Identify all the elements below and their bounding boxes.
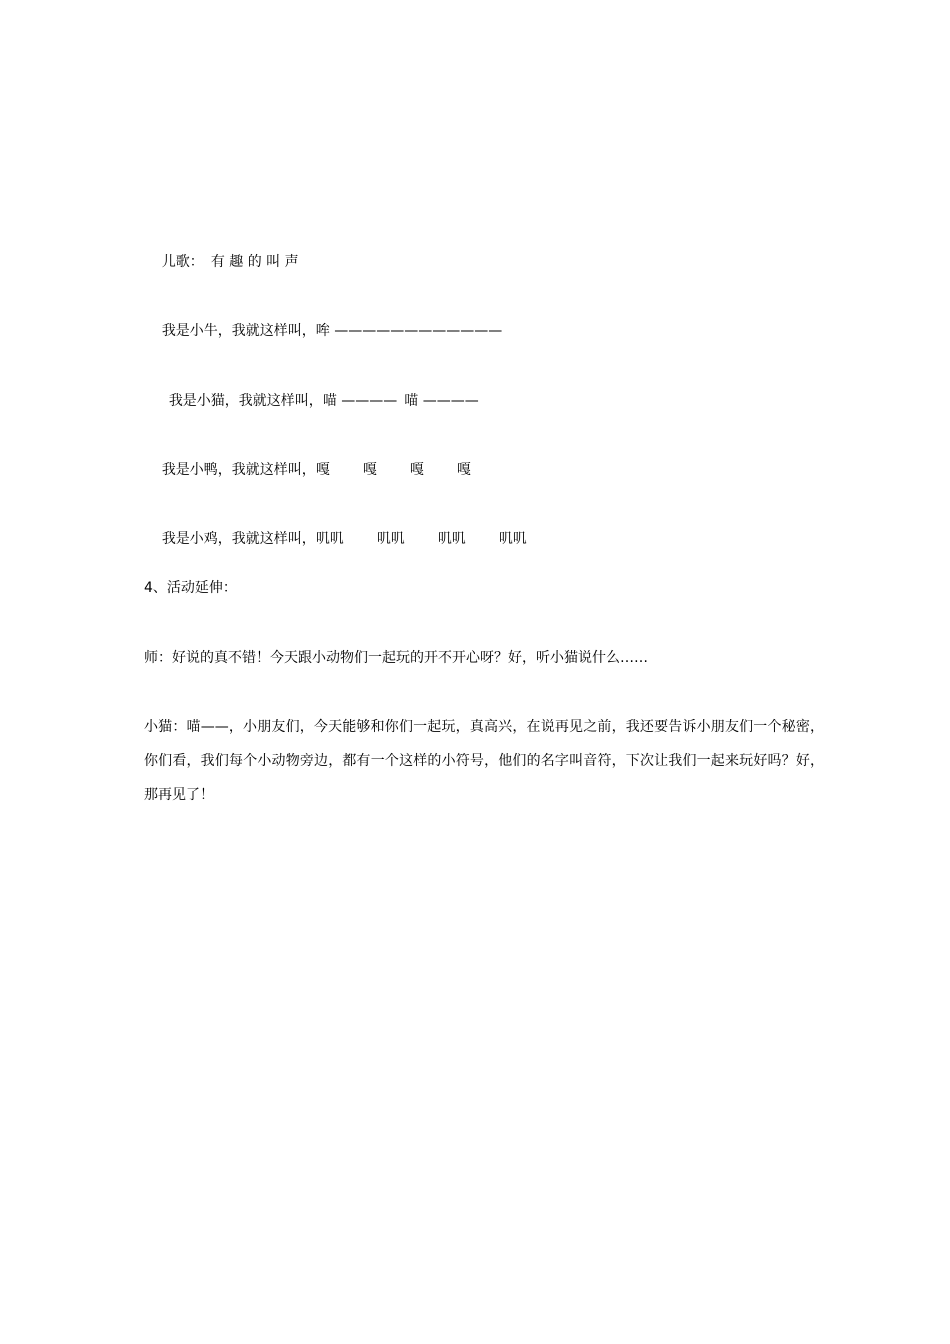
song-line-sound: 嘎 [315, 462, 330, 478]
song-line-sound: 叽叽 [376, 531, 405, 547]
song-line-prefix: 我是小猫，我就这样叫， [168, 393, 323, 409]
song-line-cat [151, 371, 479, 431]
song-line-chick [144, 509, 527, 569]
song-line-sound: 喵 ———— [322, 393, 398, 409]
song-line-cow [144, 301, 502, 361]
song-line-sound: 喵 ———— [404, 393, 479, 409]
song-title-text: 有 趣 的 叫 声 [210, 254, 299, 270]
song-line-prefix: 我是小鸭，我就这样叫， [161, 462, 316, 478]
song-line-sound: 嘎 [362, 462, 377, 478]
song-line-duck [144, 440, 471, 500]
song-line-prefix: 我是小牛，我就这样叫， [161, 323, 316, 339]
section-heading: 4、活动延伸： [144, 580, 237, 596]
song-line-prefix: 我是小鸡，我就这样叫， [161, 531, 316, 547]
song-title-label: 儿歌： [161, 254, 204, 270]
song-line-sound: 叽叽 [437, 531, 466, 547]
song-line-sound: 哞 ———————————— [315, 323, 503, 339]
song-line-sound: 叽叽 [498, 531, 527, 547]
song-line-sound: 叽叽 [315, 531, 344, 547]
song-title [144, 232, 299, 292]
cat-paragraph: 小猫：喵——，小朋友们，今天能够和你们一起玩，真高兴，在说再见之前，我还要告诉小朋友们一个秘密，你们看，我们每个小动物旁边，都有一个这样的小符号，他们的名字叫音符，下次让我们一起来玩好吗？好，那再见了！ [144, 719, 824, 803]
song-line-sound: 嘎 [456, 462, 471, 478]
teacher-line: 师：好说的真不错！今天跟小动物们一起玩的开不开心呀？好，听小猫说什么…… [144, 650, 648, 666]
song-line-sound: 嘎 [409, 462, 424, 478]
